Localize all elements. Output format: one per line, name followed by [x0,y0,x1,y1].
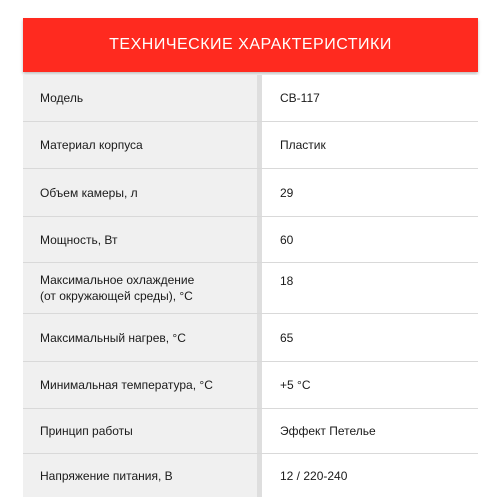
spec-value: Пластик [262,122,478,168]
spec-value: +5 °С [262,362,478,408]
spec-label: Напряжение питания, В [23,454,257,497]
spec-value: 18 [262,263,478,313]
spec-row-principle [23,409,478,454]
spec-row-min-temperature [23,362,478,409]
spec-label: Объем камеры, л [23,169,257,216]
header-banner [23,18,478,72]
spec-row-material [23,122,478,169]
spec-row-voltage [23,454,478,497]
spec-table [23,75,478,497]
spec-row-max-heating [23,314,478,362]
spec-value: Эффект Петелье [262,409,478,453]
spec-row-volume [23,169,478,217]
spec-label: Минимальная температура, °С [23,362,257,408]
spec-value: 65 [262,314,478,361]
spec-value: СВ-117 [262,75,478,121]
spec-label: Модель [23,75,257,121]
spec-label: Максимальное охлаждение (от окружающей среды), °С [23,263,257,313]
spec-value: 29 [262,169,478,216]
spec-label: Мощность, Вт [23,217,257,262]
spec-label: Материал корпуса [23,122,257,168]
header-title: ТЕХНИЧЕСКИЕ ХАРАКТЕРИСТИКИ [109,36,392,53]
spec-value: 12 / 220-240 [262,454,478,497]
spec-row-model [23,75,478,122]
spec-label: Принцип работы [23,409,257,453]
spec-value: 60 [262,217,478,262]
spec-row-power [23,217,478,263]
spec-row-max-cooling [23,263,478,314]
spec-label: Максимальный нагрев, °С [23,314,257,361]
